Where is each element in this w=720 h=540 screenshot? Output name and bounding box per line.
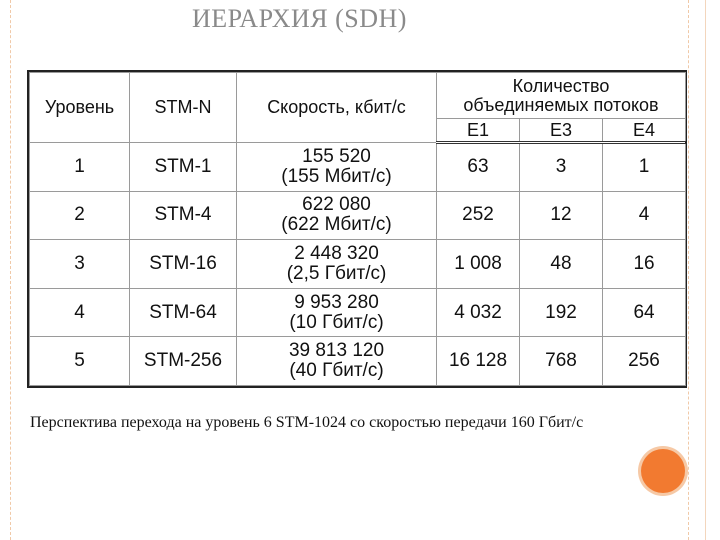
cell-level: 3 bbox=[30, 240, 130, 289]
cell-e1: 16 128 bbox=[437, 337, 520, 386]
cell-e1: 63 bbox=[437, 143, 520, 192]
cell-e3: 192 bbox=[520, 288, 603, 337]
cell-e4: 256 bbox=[603, 337, 686, 386]
cell-e3: 48 bbox=[520, 240, 603, 289]
header-e3: E3 bbox=[520, 119, 603, 143]
cell-level: 2 bbox=[30, 191, 130, 240]
table-row bbox=[30, 337, 686, 386]
cell-rate bbox=[237, 191, 437, 240]
cell-level: 4 bbox=[30, 288, 130, 337]
cell-e1: 1 008 bbox=[437, 240, 520, 289]
cell-e4: 4 bbox=[603, 191, 686, 240]
cell-rate-alt: (155 Мбит/с) bbox=[281, 165, 392, 187]
header-rate: Скорость, кбит/с bbox=[237, 73, 437, 143]
header-stm: STM-N bbox=[130, 73, 237, 143]
cell-rate bbox=[237, 240, 437, 289]
slide-title: ИЕРАРХИЯ (SDH) bbox=[192, 4, 407, 33]
cell-e1: 4 032 bbox=[437, 288, 520, 337]
cell-level: 5 bbox=[30, 337, 130, 386]
table-row bbox=[30, 288, 686, 337]
header-level: Уровень bbox=[30, 73, 130, 143]
cell-e3: 768 bbox=[520, 337, 603, 386]
cell-rate bbox=[237, 288, 437, 337]
header-e4: E4 bbox=[603, 119, 686, 143]
slide-frame-right bbox=[688, 0, 689, 540]
cell-stm: STM-4 bbox=[130, 191, 237, 240]
cell-rate-kbps: 2 448 320 bbox=[294, 243, 379, 265]
cell-rate-kbps: 39 813 120 bbox=[288, 340, 385, 362]
cell-e3: 3 bbox=[520, 143, 603, 192]
cell-stm: STM-1 bbox=[130, 143, 237, 192]
cell-e4: 64 bbox=[603, 288, 686, 337]
cell-stm: STM-256 bbox=[130, 337, 237, 386]
cell-rate-alt: (2,5 Гбит/с) bbox=[286, 262, 387, 284]
cell-stm: STM-16 bbox=[130, 240, 237, 289]
slide-frame-edge bbox=[705, 0, 706, 540]
cell-rate-alt: (10 Гбит/с) bbox=[289, 311, 384, 333]
cell-rate-alt: (622 Мбит/с) bbox=[281, 214, 392, 236]
header-streams-line2: объединяемых потоков bbox=[463, 94, 659, 115]
cell-e4: 1 bbox=[603, 143, 686, 192]
cell-rate bbox=[237, 143, 437, 192]
decorative-circle bbox=[641, 449, 685, 493]
cell-stm: STM-64 bbox=[130, 288, 237, 337]
cell-e1: 252 bbox=[437, 191, 520, 240]
cell-rate-kbps: 155 520 bbox=[302, 145, 371, 167]
table-row bbox=[30, 191, 686, 240]
table-row bbox=[30, 143, 686, 192]
header-streams bbox=[437, 73, 686, 119]
cell-rate-kbps: 622 080 bbox=[302, 194, 371, 216]
hierarchy-table bbox=[29, 72, 686, 386]
cell-level: 1 bbox=[30, 143, 130, 192]
cell-e3: 12 bbox=[520, 191, 603, 240]
hierarchy-table-container bbox=[27, 70, 687, 388]
header-e1: E1 bbox=[437, 119, 520, 143]
cell-rate bbox=[237, 337, 437, 386]
table-row bbox=[30, 240, 686, 289]
slide-note: Перспектива перехода на уровень 6 STM-1024 со скоростью передачи 160 Гбит/с bbox=[30, 414, 584, 431]
cell-rate-alt: (40 Гбит/с) bbox=[289, 360, 384, 382]
cell-e4: 16 bbox=[603, 240, 686, 289]
header-streams-line1: Количество bbox=[512, 75, 610, 96]
slide-frame-left bbox=[10, 0, 11, 540]
cell-rate-kbps: 9 953 280 bbox=[294, 291, 379, 313]
